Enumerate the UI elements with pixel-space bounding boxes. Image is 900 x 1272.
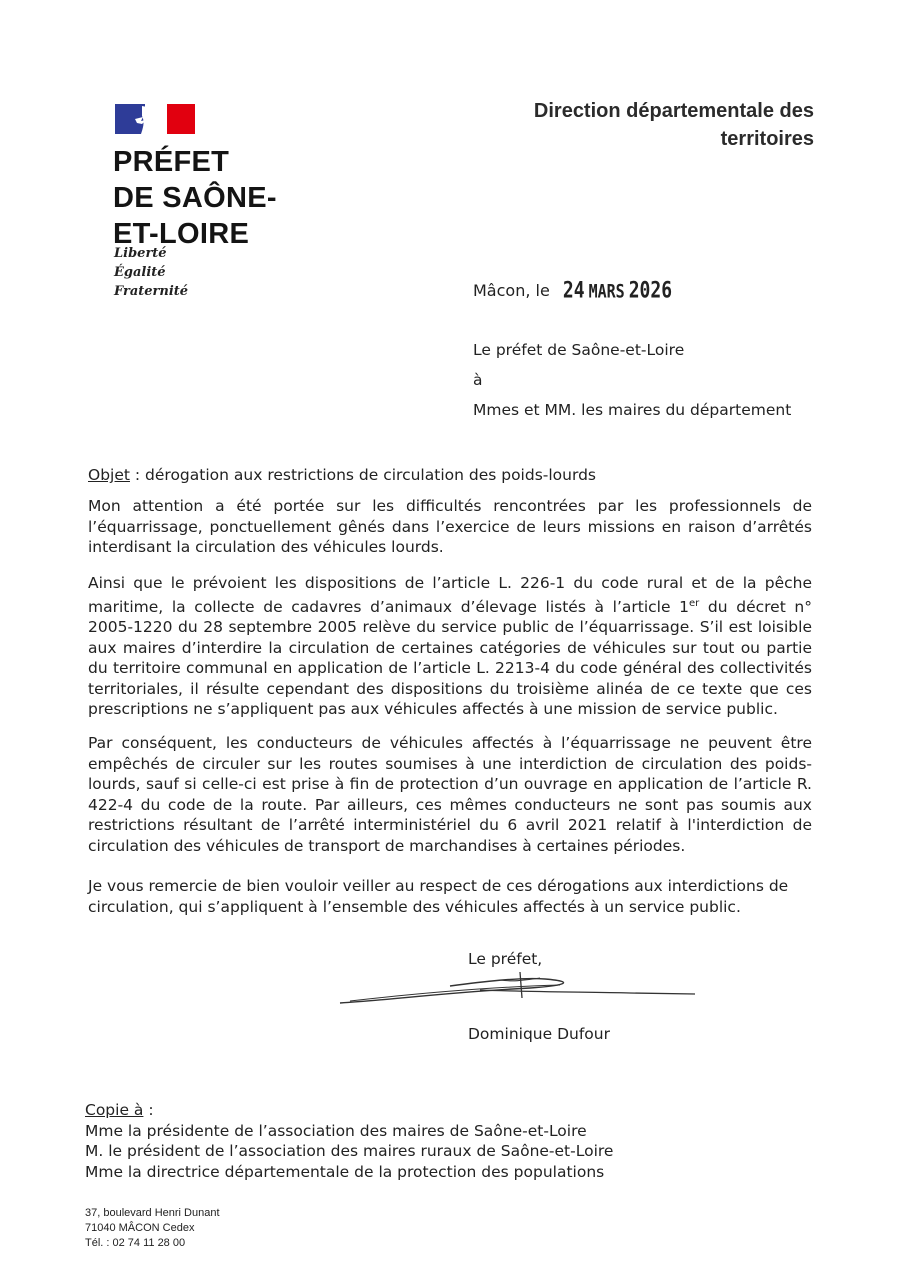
objet-text: dérogation aux restrictions de circulation des poids-lourds	[145, 466, 596, 484]
copy-item: Mme la directrice départementale de la protection des populations	[85, 1162, 605, 1181]
paragraph-1: Mon attention a été portée sur les difficultés rencontrées par les professionnels de l’équarrissage, ponctuellement gênés dans l’exercice de leurs missions en raison d’arrêtés interdisant la circulation des véhicules lourds.	[88, 497, 812, 556]
superscript: er	[689, 597, 700, 609]
paragraph-2	[88, 573, 812, 720]
paragraph-2-part-2: du décret n° 2005-1220 du 28 septembre 2005 relève du service public de l’équarrissage. S’il est loisible aux maires d’interdire la circulation de certaines catégories de véhicules sur tout ou partie du territoire communal en application de l’article L. 2213-4 du code général des collectivités territoriales, il résulte cependant des dispositions du troisième alinéa de ce texte que ces prescriptions ne s’appliquent pas aux véhicules affectés à une mission de service public.	[88, 597, 812, 719]
prefecture-line: DE SAÔNE-	[113, 182, 277, 214]
motto-liberte: Liberté	[114, 246, 167, 261]
motto-egalite: Égalité	[114, 265, 166, 280]
paragraph-2-part-1: Ainsi que le prévoient les dispositions de l’article L. 226-1 du code rural et de la pêche maritime, la collecte de cadavres d’animaux d’élevage listés à l’article 1	[88, 574, 812, 616]
date-line	[473, 277, 673, 304]
objet-separator: :	[129, 466, 146, 484]
direction-line: Direction départementale des	[533, 100, 814, 122]
paragraph-4: Je vous remercie de bien vouloir veiller au respect de ces dérogations aux interdictions de circulation, qui s’appliquent à l’ensemble des véhicules affectés à un service public.	[88, 877, 789, 916]
date-year: 2026	[628, 277, 673, 304]
motto-fraternite: Fraternité	[114, 284, 189, 299]
paragraph-3: Par conséquent, les conducteurs de véhicules affectés à l’équarrissage ne peuvent être empêchés de circuler sur les routes soumises à une interdiction de circulation des poids-lourds, sauf si celle-ci est prise à fin de protection d’un ouvrage en application de l’article R. 422-4 du code de la route. Par ailleurs, ces mêmes conducteurs ne sont pas soumis aux restrictions résultant de l’arrêté interministériel du 6 avril 2021 relatif à l'interdiction de circulation des véhicules de transport de marchandises à certaines périodes.	[88, 734, 812, 855]
marianne-flag-logo	[115, 104, 195, 134]
republic-motto	[114, 244, 188, 301]
direction-heading	[534, 97, 814, 153]
prefecture-line: ET-LOIRE	[113, 218, 250, 250]
footer-address	[85, 1206, 220, 1251]
direction-line: territoires	[720, 128, 814, 150]
sender: Le préfet de Saône-et-Loire	[473, 341, 685, 359]
address-city: 71040 MÂCON Cedex	[85, 1222, 195, 1234]
prefecture-line: PRÉFET	[113, 146, 230, 178]
copy-label: Copie à	[85, 1101, 144, 1119]
recipient-to-word: à	[473, 371, 483, 389]
address-phone: Tél. : 02 74 11 28 00	[85, 1237, 186, 1249]
copy-heading	[85, 1100, 613, 1121]
date-month: MARS	[588, 279, 625, 303]
objet-line	[88, 466, 596, 484]
date-stamp	[563, 277, 672, 303]
copy-item: Mme la présidente de l’association des maires de Saône-et-Loire	[85, 1121, 587, 1140]
copy-separator: :	[143, 1101, 154, 1119]
signatory-name: Dominique Dufour	[468, 1025, 610, 1043]
objet-label: Objet	[88, 466, 130, 484]
signature-title: Le préfet,	[468, 950, 543, 968]
prefecture-name	[113, 144, 277, 252]
recipient: Mmes et MM. les maires du département	[473, 401, 792, 419]
date-place: Mâcon, le	[473, 281, 550, 300]
address-street: 37, boulevard Henri Dunant	[85, 1207, 220, 1219]
handwritten-signature	[330, 968, 710, 1014]
date-day: 24	[562, 277, 585, 304]
copy-list	[85, 1100, 613, 1182]
copy-item: M. le président de l’association des maires ruraux de Saône-et-Loire	[85, 1142, 614, 1160]
